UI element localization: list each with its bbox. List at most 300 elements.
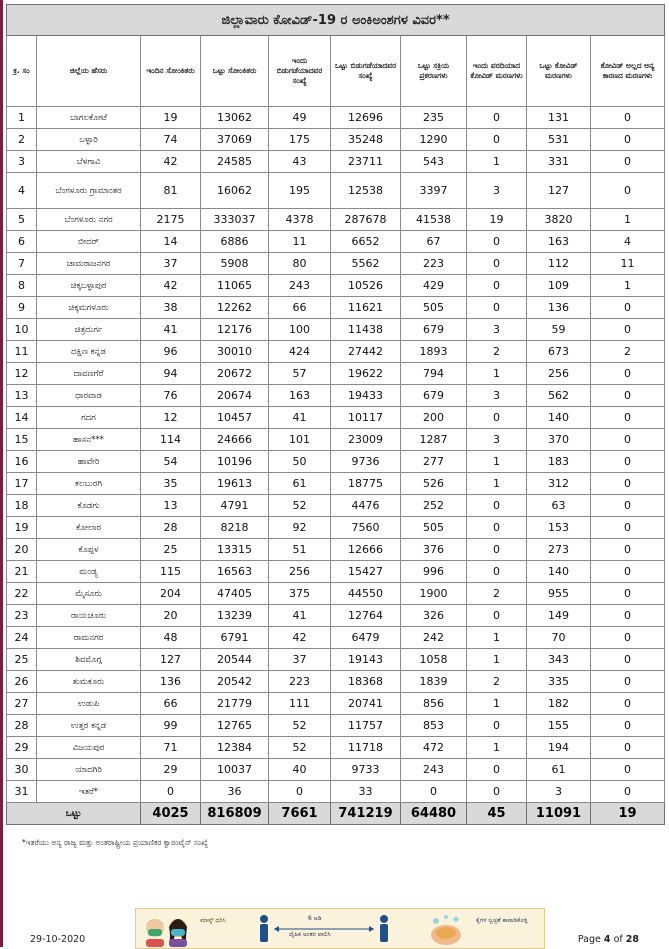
district-name-cell: ಕೋಲಾರ xyxy=(37,517,141,539)
total-discharged-cell: 10117 xyxy=(331,407,401,429)
district-name-cell: ಮಂಡ್ಯ xyxy=(37,561,141,583)
total-deaths-cell: 182 xyxy=(527,693,591,715)
total-discharged-cell: 11718 xyxy=(331,737,401,759)
sl-cell: 4 xyxy=(7,173,37,209)
total-discharged-cell: 19433 xyxy=(331,385,401,407)
active-cell: 794 xyxy=(401,363,467,385)
active-cell: 277 xyxy=(401,451,467,473)
awareness-banner xyxy=(135,908,545,949)
banner-mask-text: ಮಾಸ್ಕ್ ಧರಿಸಿ xyxy=(200,917,226,924)
active-cell: 1287 xyxy=(401,429,467,451)
header-today-deaths: ಇಂದು ವರದಿಯಾದ ಕೋವಿಡ್ ಮರಣಗಳು xyxy=(467,36,527,107)
total-discharged-cell: 7560 xyxy=(331,517,401,539)
total-positive-cell: 36 xyxy=(201,781,269,803)
total-positive-cell: 10196 xyxy=(201,451,269,473)
today-deaths-cell: 1 xyxy=(467,363,527,385)
non-covid-deaths-cell: 0 xyxy=(591,151,665,173)
sl-cell: 29 xyxy=(7,737,37,759)
district-name-cell: ರಾಮನಗರ xyxy=(37,627,141,649)
table-row xyxy=(7,737,665,759)
today-positive-cell: 76 xyxy=(141,385,201,407)
total-discharged-cell: 6479 xyxy=(331,627,401,649)
total-discharged-cell: 19143 xyxy=(331,649,401,671)
active-cell: 1058 xyxy=(401,649,467,671)
total-positive-cell: 30010 xyxy=(201,341,269,363)
active-cell: 326 xyxy=(401,605,467,627)
today-positive-cell: 136 xyxy=(141,671,201,693)
district-name-cell: ಯಾದಗಿರಿ xyxy=(37,759,141,781)
total-deaths-cell: 70 xyxy=(527,627,591,649)
sl-cell: 28 xyxy=(7,715,37,737)
total-deaths-cell: 370 xyxy=(527,429,591,451)
district-name-cell: ಚಿಕ್ಕಮಗಳೂರು xyxy=(37,297,141,319)
non-covid-deaths-cell: 0 xyxy=(591,517,665,539)
total-deaths-cell: 127 xyxy=(527,173,591,209)
table-row xyxy=(7,231,665,253)
today-discharged-cell: 111 xyxy=(269,693,331,715)
today-positive-cell: 25 xyxy=(141,539,201,561)
total-discharged-cell: 12764 xyxy=(331,605,401,627)
total-deaths-cell: 562 xyxy=(527,385,591,407)
total-positive-cell: 21779 xyxy=(201,693,269,715)
total-deaths-cell: 140 xyxy=(527,561,591,583)
total-deaths-cell: 59 xyxy=(527,319,591,341)
district-name-cell: ಬೀದರ್ xyxy=(37,231,141,253)
today-deaths-cell: 19 xyxy=(467,209,527,231)
table-row xyxy=(7,363,665,385)
total-discharged-cell: 19622 xyxy=(331,363,401,385)
sl-cell: 31 xyxy=(7,781,37,803)
page-current: 4 xyxy=(603,934,611,945)
total-discharged-cell: 11438 xyxy=(331,319,401,341)
today-deaths-cell: 0 xyxy=(467,231,527,253)
today-discharged-cell: 80 xyxy=(269,253,331,275)
today-deaths-cell: 2 xyxy=(467,671,527,693)
today-positive-cell: 19 xyxy=(141,107,201,129)
total-discharged-cell: 20741 xyxy=(331,693,401,715)
banner-distance-caption: ದೈಹಿಕ ಅಂತರ ಪಾಲಿಸಿ xyxy=(289,931,331,938)
table-row xyxy=(7,253,665,275)
total-deaths-cell: 343 xyxy=(527,649,591,671)
district-name-cell: ತುಮಕೂರು xyxy=(37,671,141,693)
active-cell: 505 xyxy=(401,297,467,319)
total-cell: 816809 xyxy=(201,803,269,825)
total-positive-cell: 10457 xyxy=(201,407,269,429)
today-deaths-cell: 0 xyxy=(467,561,527,583)
non-covid-deaths-cell: 0 xyxy=(591,451,665,473)
non-covid-deaths-cell: 0 xyxy=(591,759,665,781)
district-name-cell: ಉತ್ತರ ಕನ್ನಡ xyxy=(37,715,141,737)
active-cell: 505 xyxy=(401,517,467,539)
total-positive-cell: 333037 xyxy=(201,209,269,231)
active-cell: 0 xyxy=(401,781,467,803)
district-name-cell: ಕೊಪ್ಪಳ xyxy=(37,539,141,561)
total-discharged-cell: 27442 xyxy=(331,341,401,363)
district-name-cell: ಚಿಕ್ಕಬಳ್ಳಾಪುರ xyxy=(37,275,141,297)
today-discharged-cell: 52 xyxy=(269,495,331,517)
total-positive-cell: 20542 xyxy=(201,671,269,693)
total-deaths-cell: 136 xyxy=(527,297,591,319)
today-deaths-cell: 1 xyxy=(467,151,527,173)
header-total-deaths: ಒಟ್ಟು ಕೋವಿಡ್ ಮರಣಗಳು xyxy=(527,36,591,107)
today-positive-cell: 114 xyxy=(141,429,201,451)
today-deaths-cell: 0 xyxy=(467,605,527,627)
district-name-cell: ಹಾವೇರಿ xyxy=(37,451,141,473)
total-deaths-cell: 194 xyxy=(527,737,591,759)
today-deaths-cell: 0 xyxy=(467,129,527,151)
total-deaths-cell: 131 xyxy=(527,107,591,129)
total-positive-cell: 16563 xyxy=(201,561,269,583)
district-name-cell: ಉಡುಪಿ xyxy=(37,693,141,715)
district-name-cell: ಗದಗ xyxy=(37,407,141,429)
today-positive-cell: 38 xyxy=(141,297,201,319)
today-deaths-cell: 1 xyxy=(467,473,527,495)
today-positive-cell: 29 xyxy=(141,759,201,781)
non-covid-deaths-cell: 0 xyxy=(591,495,665,517)
sl-cell: 20 xyxy=(7,539,37,561)
page-total: 28 xyxy=(625,934,639,945)
active-cell: 1290 xyxy=(401,129,467,151)
today-deaths-cell: 1 xyxy=(467,737,527,759)
today-deaths-cell: 0 xyxy=(467,107,527,129)
today-positive-cell: 94 xyxy=(141,363,201,385)
total-discharged-cell: 12666 xyxy=(331,539,401,561)
total-discharged-cell: 5562 xyxy=(331,253,401,275)
non-covid-deaths-cell: 0 xyxy=(591,671,665,693)
today-deaths-cell: 3 xyxy=(467,385,527,407)
total-cell: 7661 xyxy=(269,803,331,825)
today-discharged-cell: 51 xyxy=(269,539,331,561)
district-name-cell: ಬಾಗಲಕೋಟೆ xyxy=(37,107,141,129)
social-distance-icon xyxy=(254,911,394,947)
active-cell: 856 xyxy=(401,693,467,715)
non-covid-deaths-cell: 0 xyxy=(591,363,665,385)
active-cell: 996 xyxy=(401,561,467,583)
today-deaths-cell: 0 xyxy=(467,715,527,737)
today-deaths-cell: 1 xyxy=(467,649,527,671)
non-covid-deaths-cell: 0 xyxy=(591,107,665,129)
total-discharged-cell: 12538 xyxy=(331,173,401,209)
total-positive-cell: 20544 xyxy=(201,649,269,671)
table-row xyxy=(7,129,665,151)
active-cell: 242 xyxy=(401,627,467,649)
today-discharged-cell: 42 xyxy=(269,627,331,649)
table-row xyxy=(7,107,665,129)
sl-cell: 2 xyxy=(7,129,37,151)
today-discharged-cell: 61 xyxy=(269,473,331,495)
header-total-positive: ಒಟ್ಟು ಸೋಂಕಿತರು xyxy=(201,36,269,107)
total-discharged-cell: 9736 xyxy=(331,451,401,473)
today-positive-cell: 48 xyxy=(141,627,201,649)
total-discharged-cell: 33 xyxy=(331,781,401,803)
district-name-cell: ಬೆಂಗಳೂರು ನಗರ xyxy=(37,209,141,231)
today-positive-cell: 127 xyxy=(141,649,201,671)
district-name-cell: ದಾವಣಗೆರೆ xyxy=(37,363,141,385)
district-name-cell: ಹಾಸನ*** xyxy=(37,429,141,451)
active-cell: 243 xyxy=(401,759,467,781)
total-positive-cell: 47405 xyxy=(201,583,269,605)
district-name-cell: ದಕ್ಷಿಣ ಕನ್ನಡ xyxy=(37,341,141,363)
total-deaths-cell: 331 xyxy=(527,151,591,173)
total-deaths-cell: 153 xyxy=(527,517,591,539)
today-discharged-cell: 4378 xyxy=(269,209,331,231)
total-deaths-cell: 155 xyxy=(527,715,591,737)
sl-cell: 21 xyxy=(7,561,37,583)
sl-cell: 23 xyxy=(7,605,37,627)
sl-cell: 19 xyxy=(7,517,37,539)
total-discharged-cell: 44550 xyxy=(331,583,401,605)
total-positive-cell: 12765 xyxy=(201,715,269,737)
today-positive-cell: 13 xyxy=(141,495,201,517)
non-covid-deaths-cell: 0 xyxy=(591,539,665,561)
total-positive-cell: 20672 xyxy=(201,363,269,385)
non-covid-deaths-cell: 0 xyxy=(591,297,665,319)
table-row xyxy=(7,517,665,539)
non-covid-deaths-cell: 2 xyxy=(591,341,665,363)
header-row xyxy=(7,36,665,107)
sl-cell: 25 xyxy=(7,649,37,671)
sl-cell: 9 xyxy=(7,297,37,319)
today-discharged-cell: 40 xyxy=(269,759,331,781)
total-deaths-cell: 63 xyxy=(527,495,591,517)
total-cell: 45 xyxy=(467,803,527,825)
table-row xyxy=(7,693,665,715)
total-discharged-cell: 11757 xyxy=(331,715,401,737)
district-name-cell: ಬೆಳಗಾವಿ xyxy=(37,151,141,173)
active-cell: 679 xyxy=(401,385,467,407)
total-deaths-cell: 273 xyxy=(527,539,591,561)
non-covid-deaths-cell: 1 xyxy=(591,209,665,231)
today-discharged-cell: 101 xyxy=(269,429,331,451)
table-row xyxy=(7,473,665,495)
non-covid-deaths-cell: 0 xyxy=(591,693,665,715)
total-deaths-cell: 955 xyxy=(527,583,591,605)
table-row xyxy=(7,319,665,341)
district-name-cell: ಶಿವಮೊಗ್ಗ xyxy=(37,649,141,671)
table-row xyxy=(7,297,665,319)
sl-cell: 27 xyxy=(7,693,37,715)
table-row xyxy=(7,275,665,297)
sl-cell: 8 xyxy=(7,275,37,297)
sl-cell: 5 xyxy=(7,209,37,231)
total-discharged-cell: 23711 xyxy=(331,151,401,173)
total-cell: 11091 xyxy=(527,803,591,825)
today-discharged-cell: 43 xyxy=(269,151,331,173)
table-row xyxy=(7,649,665,671)
non-covid-deaths-cell: 0 xyxy=(591,473,665,495)
today-positive-cell: 20 xyxy=(141,605,201,627)
today-positive-cell: 14 xyxy=(141,231,201,253)
non-covid-deaths-cell: 0 xyxy=(591,385,665,407)
sl-cell: 22 xyxy=(7,583,37,605)
active-cell: 223 xyxy=(401,253,467,275)
total-deaths-cell: 335 xyxy=(527,671,591,693)
today-discharged-cell: 41 xyxy=(269,407,331,429)
handwash-icon xyxy=(426,913,466,947)
total-deaths-cell: 61 xyxy=(527,759,591,781)
total-positive-cell: 37069 xyxy=(201,129,269,151)
district-name-cell: ಚಿತ್ರದುರ್ಗ xyxy=(37,319,141,341)
total-deaths-cell: 183 xyxy=(527,451,591,473)
non-covid-deaths-cell: 0 xyxy=(591,129,665,151)
total-positive-cell: 20674 xyxy=(201,385,269,407)
total-deaths-cell: 140 xyxy=(527,407,591,429)
sl-cell: 3 xyxy=(7,151,37,173)
today-positive-cell: 66 xyxy=(141,693,201,715)
today-discharged-cell: 0 xyxy=(269,781,331,803)
total-discharged-cell: 18368 xyxy=(331,671,401,693)
today-discharged-cell: 256 xyxy=(269,561,331,583)
total-discharged-cell: 4476 xyxy=(331,495,401,517)
table-row xyxy=(7,715,665,737)
non-covid-deaths-cell: 0 xyxy=(591,319,665,341)
today-deaths-cell: 0 xyxy=(467,781,527,803)
today-positive-cell: 74 xyxy=(141,129,201,151)
non-covid-deaths-cell: 0 xyxy=(591,407,665,429)
today-positive-cell: 96 xyxy=(141,341,201,363)
non-covid-deaths-cell: 0 xyxy=(591,715,665,737)
table-row xyxy=(7,209,665,231)
active-cell: 200 xyxy=(401,407,467,429)
today-positive-cell: 115 xyxy=(141,561,201,583)
district-name-cell: ಮೈಸೂರು xyxy=(37,583,141,605)
sl-cell: 6 xyxy=(7,231,37,253)
total-label: ಒಟ್ಟು xyxy=(7,803,141,825)
active-cell: 41538 xyxy=(401,209,467,231)
today-discharged-cell: 37 xyxy=(269,649,331,671)
total-deaths-cell: 3820 xyxy=(527,209,591,231)
total-positive-cell: 13062 xyxy=(201,107,269,129)
header-today-positive: ಇಂದಿನ ಸೋಂಕಿತರು xyxy=(141,36,201,107)
total-deaths-cell: 112 xyxy=(527,253,591,275)
table-row xyxy=(7,341,665,363)
banner-hygiene-text: ಕೈಗಳ ಸ್ವಚ್ಛತೆ ಕಾಪಾಡಿಕೊಳ್ಳಿ xyxy=(476,917,528,924)
today-discharged-cell: 41 xyxy=(269,605,331,627)
active-cell: 67 xyxy=(401,231,467,253)
left-edge-bar xyxy=(0,0,3,947)
mask-faces-icon xyxy=(142,913,192,947)
district-name-cell: ಧಾರವಾಡ xyxy=(37,385,141,407)
active-cell: 252 xyxy=(401,495,467,517)
page-of: of xyxy=(613,934,623,945)
total-discharged-cell: 10526 xyxy=(331,275,401,297)
today-deaths-cell: 0 xyxy=(467,517,527,539)
today-discharged-cell: 424 xyxy=(269,341,331,363)
table-row xyxy=(7,539,665,561)
total-positive-cell: 24666 xyxy=(201,429,269,451)
today-discharged-cell: 66 xyxy=(269,297,331,319)
table-row xyxy=(7,627,665,649)
today-deaths-cell: 0 xyxy=(467,495,527,517)
table-row xyxy=(7,671,665,693)
non-covid-deaths-cell: 0 xyxy=(591,781,665,803)
today-positive-cell: 12 xyxy=(141,407,201,429)
sl-cell: 24 xyxy=(7,627,37,649)
non-covid-deaths-cell: 0 xyxy=(591,561,665,583)
sl-cell: 7 xyxy=(7,253,37,275)
non-covid-deaths-cell: 0 xyxy=(591,737,665,759)
total-positive-cell: 8218 xyxy=(201,517,269,539)
table-row xyxy=(7,151,665,173)
document-date: 29-10-2020 xyxy=(30,934,86,945)
sl-cell: 10 xyxy=(7,319,37,341)
total-discharged-cell: 6652 xyxy=(331,231,401,253)
header-today-discharged: ಇಂದು ಬಿಡುಗಡೆಯಾದವರ ಸಂಖ್ಯೆ xyxy=(269,36,331,107)
header-active: ಒಟ್ಟು ಸಕ್ರಿಯ ಪ್ರಕರಣಗಳು xyxy=(401,36,467,107)
total-discharged-cell: 12696 xyxy=(331,107,401,129)
table-row xyxy=(7,429,665,451)
table-row xyxy=(7,173,665,209)
today-discharged-cell: 175 xyxy=(269,129,331,151)
active-cell: 1900 xyxy=(401,583,467,605)
total-positive-cell: 10037 xyxy=(201,759,269,781)
today-deaths-cell: 1 xyxy=(467,451,527,473)
today-deaths-cell: 0 xyxy=(467,275,527,297)
banner-distance-text: 6 ಅಡಿ xyxy=(308,915,322,922)
today-positive-cell: 204 xyxy=(141,583,201,605)
page-number xyxy=(578,934,639,945)
today-deaths-cell: 0 xyxy=(467,253,527,275)
total-positive-cell: 12176 xyxy=(201,319,269,341)
total-positive-cell: 13239 xyxy=(201,605,269,627)
sl-cell: 11 xyxy=(7,341,37,363)
document-page xyxy=(6,4,664,825)
total-positive-cell: 13315 xyxy=(201,539,269,561)
total-deaths-cell: 109 xyxy=(527,275,591,297)
header-total-discharged: ಒಟ್ಟು ಬಿಡುಗಡೆಯಾದವರ ಸಂಖ್ಯೆ xyxy=(331,36,401,107)
today-discharged-cell: 163 xyxy=(269,385,331,407)
today-deaths-cell: 2 xyxy=(467,583,527,605)
today-discharged-cell: 49 xyxy=(269,107,331,129)
table-row xyxy=(7,605,665,627)
table-body xyxy=(7,107,665,803)
non-covid-deaths-cell: 0 xyxy=(591,173,665,209)
sl-cell: 16 xyxy=(7,451,37,473)
total-discharged-cell: 11621 xyxy=(331,297,401,319)
sl-cell: 15 xyxy=(7,429,37,451)
total-positive-cell: 5908 xyxy=(201,253,269,275)
total-discharged-cell: 18775 xyxy=(331,473,401,495)
table-row xyxy=(7,495,665,517)
total-deaths-cell: 163 xyxy=(527,231,591,253)
total-positive-cell: 12384 xyxy=(201,737,269,759)
today-deaths-cell: 0 xyxy=(467,407,527,429)
district-name-cell: ಚಾಮರಾಜನಗರ xyxy=(37,253,141,275)
today-positive-cell: 41 xyxy=(141,319,201,341)
total-positive-cell: 24585 xyxy=(201,151,269,173)
total-discharged-cell: 23009 xyxy=(331,429,401,451)
total-discharged-cell: 15427 xyxy=(331,561,401,583)
non-covid-deaths-cell: 0 xyxy=(591,627,665,649)
district-name-cell: ಕಲಬುರಗಿ xyxy=(37,473,141,495)
active-cell: 543 xyxy=(401,151,467,173)
today-positive-cell: 71 xyxy=(141,737,201,759)
today-positive-cell: 2175 xyxy=(141,209,201,231)
today-deaths-cell: 1 xyxy=(467,693,527,715)
total-positive-cell: 6791 xyxy=(201,627,269,649)
district-name-cell: ವಿಜಯಪುರ xyxy=(37,737,141,759)
today-discharged-cell: 52 xyxy=(269,715,331,737)
today-discharged-cell: 243 xyxy=(269,275,331,297)
sl-cell: 14 xyxy=(7,407,37,429)
today-deaths-cell: 0 xyxy=(467,759,527,781)
total-positive-cell: 11065 xyxy=(201,275,269,297)
today-discharged-cell: 375 xyxy=(269,583,331,605)
total-positive-cell: 4791 xyxy=(201,495,269,517)
today-discharged-cell: 50 xyxy=(269,451,331,473)
non-covid-deaths-cell: 11 xyxy=(591,253,665,275)
active-cell: 235 xyxy=(401,107,467,129)
